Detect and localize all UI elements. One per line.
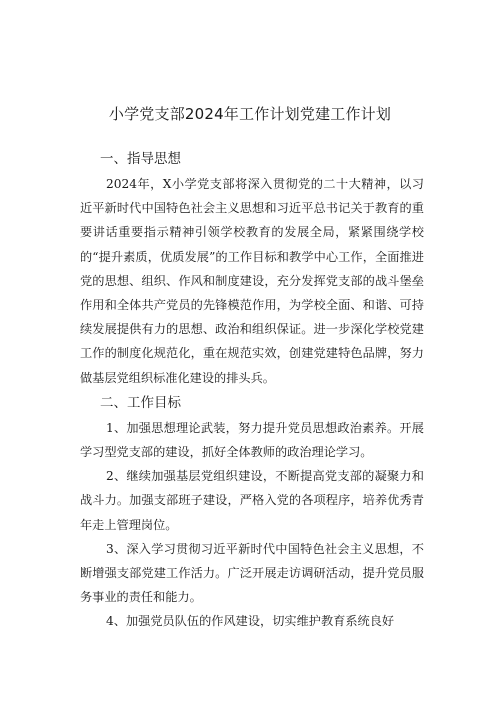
paragraph-goal-3: 3、深入学习贯彻习近平新时代中国特色社会主义思想，不断增强支部党建工作活力。广泛开展走访调研活动，提升党员服务事业的责任和能力。 (80, 541, 424, 605)
paragraph-goal-1: 1、加强思想理论武装，努力提升党员思想政治素养。开展学习型党支部的建设，抓好全体教师的政治理论学习。 (80, 420, 424, 460)
document-title: 小学党支部2024年工作计划党建工作计划 (108, 105, 392, 123)
paragraph-goal-4: 4、加强党员队伍的作风建设，切实维护教育系统良好 (106, 614, 395, 629)
document-body (80, 146, 424, 634)
paragraph-guiding-ideology: 2024年，X小学党支部将深入贯彻党的二十大精神，以习近平新时代中国特色社会主义思想和习近平总书记关于教育的重要讲话重要指示精神引领学校教育的发展全局，紧紧围绕学校的“提升素质，优质发展”的工作目标和教学中心工作，全面推进党的思想、组织、作风和制度建设，充分发挥党支部的战斗堡垒作用和全体共产党员的先锋模范作用，为学校全面、和谐、可持续发展提供有力的思想、政治和组织保证。进一步深化学校党建工作的制度化规范化，重在规范实效，创建党建特色品牌，努力做基层党组织标准化建设的排头兵。 (80, 177, 424, 385)
section-heading-guiding-ideology: 一、指导思想 (100, 151, 181, 167)
section-heading-work-goals: 二、工作目标 (100, 394, 181, 411)
paragraph-goal-2: 2、继续加强基层党组织建设，不断提高党支部的凝聚力和战斗力。加强支部班子建设，严格入党的各项程序，培养优秀青年走上管理岗位。 (80, 469, 424, 532)
